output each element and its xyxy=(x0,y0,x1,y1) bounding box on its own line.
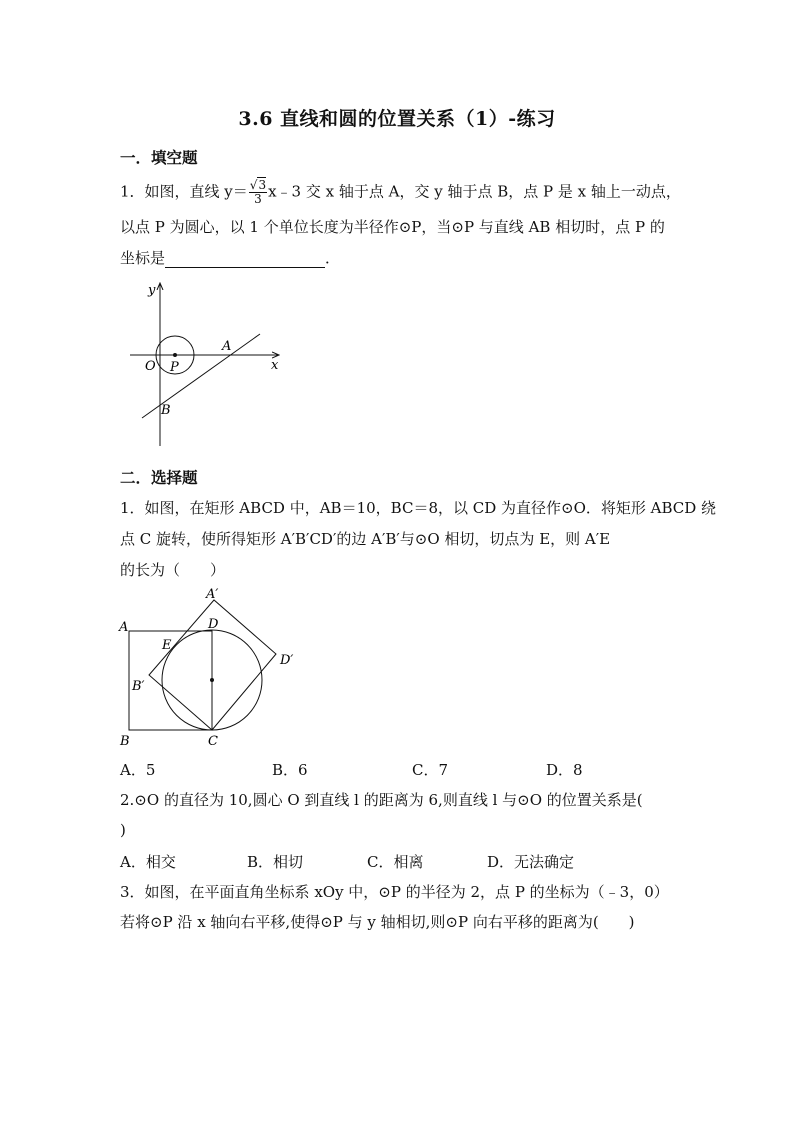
label-b: B xyxy=(161,403,171,418)
label-e: E xyxy=(162,638,172,653)
choice-q1-option-d: D．8 xyxy=(546,761,583,779)
fill-q1-text-b: x﹣3 交 x 轴于点 A，交 y 轴于点 B，点 P 是 x 轴上一动点， xyxy=(268,182,681,201)
choice-q2-line1: 2.⊙O 的直径为 10,圆心 O 到直线 l 的距离为 6,则直线 l 与⊙O 的位置关系是( xyxy=(120,791,643,809)
label-x: x xyxy=(271,358,279,373)
fill-q1-answer-prefix: 坐标是 xyxy=(120,249,166,267)
label-a: A xyxy=(119,620,129,635)
choice-q1-option-c: C．7 xyxy=(412,761,449,779)
fill-q1-answer-suffix: ． xyxy=(325,249,341,267)
figure-line-circle-tangent xyxy=(130,278,290,450)
label-p: P xyxy=(170,360,179,375)
choice-q2-option-a: A．相交 xyxy=(120,853,176,871)
center-p-dot xyxy=(173,353,177,357)
choice-q3-line1: 3．如图，在平面直角坐标系 xOy 中，⊙P 的半径为 2，点 P 的坐标为（﹣3，0） xyxy=(120,883,669,901)
choice-q1-line1: 1．如图，在矩形 ABCD 中，AB＝10，BC＝8，以 CD 为直径作⊙O．将矩形 ABCD 绕 xyxy=(120,499,717,517)
choice-q2-option-d: D．无法确定 xyxy=(487,853,575,871)
choice-q1-line2: 点 C 旋转，使所得矩形 A′B′CD′的边 A′B′与⊙O 相切，切点为 E，则 A′E xyxy=(120,530,611,548)
section-heading-choice: 二．选择题 xyxy=(120,468,198,487)
label-b: B xyxy=(120,734,130,749)
fill-q1-line3 xyxy=(120,248,340,268)
fraction-sqrt3-over-3: $\frac{√3}{3}$ xyxy=(249,178,267,206)
label-b-prime: B′ xyxy=(132,679,145,694)
fill-q1-line2: 以点 P 为圆心，以 1 个单位长度为半径作⊙P，当⊙P 与直线 AB 相切时，点 P 的 xyxy=(120,218,665,236)
choice-q1-option-a: A．5 xyxy=(120,761,156,779)
choice-q3-line2: 若将⊙P 沿 x 轴向右平移,使得⊙P 与 y 轴相切,则⊙P 向右平移的距离为( ) xyxy=(120,913,635,931)
section-heading-fill-in: 一．填空题 xyxy=(120,148,198,167)
center-o-dot xyxy=(210,678,214,682)
label-d: D xyxy=(208,617,219,632)
choice-q2-line2: ) xyxy=(120,821,126,839)
figure-rotated-rectangle-circle xyxy=(110,582,310,754)
sqrt-radicand: 3 xyxy=(258,178,267,192)
fill-q1-line1 xyxy=(120,179,681,206)
label-y: y xyxy=(148,283,156,298)
choice-q2-option-b: B．相切 xyxy=(247,853,304,871)
choice-q2-option-c: C．相离 xyxy=(367,853,424,871)
page-title: 3.6 直线和圆的位置关系（1）-练习 xyxy=(238,108,556,130)
label-d-prime: D′ xyxy=(280,653,294,668)
fraction-denominator: 3 xyxy=(254,192,262,206)
choice-q1-option-b: B．6 xyxy=(272,761,308,779)
label-c: C xyxy=(208,734,218,749)
choice-q1-line3: 的长为（ ） xyxy=(120,561,226,579)
fill-q1-text-a: 1．如图，直线 y＝ xyxy=(120,182,248,201)
label-o: O xyxy=(145,359,156,374)
answer-blank[interactable] xyxy=(165,253,325,268)
label-a-prime: A′ xyxy=(206,587,219,602)
label-a: A xyxy=(222,339,232,354)
